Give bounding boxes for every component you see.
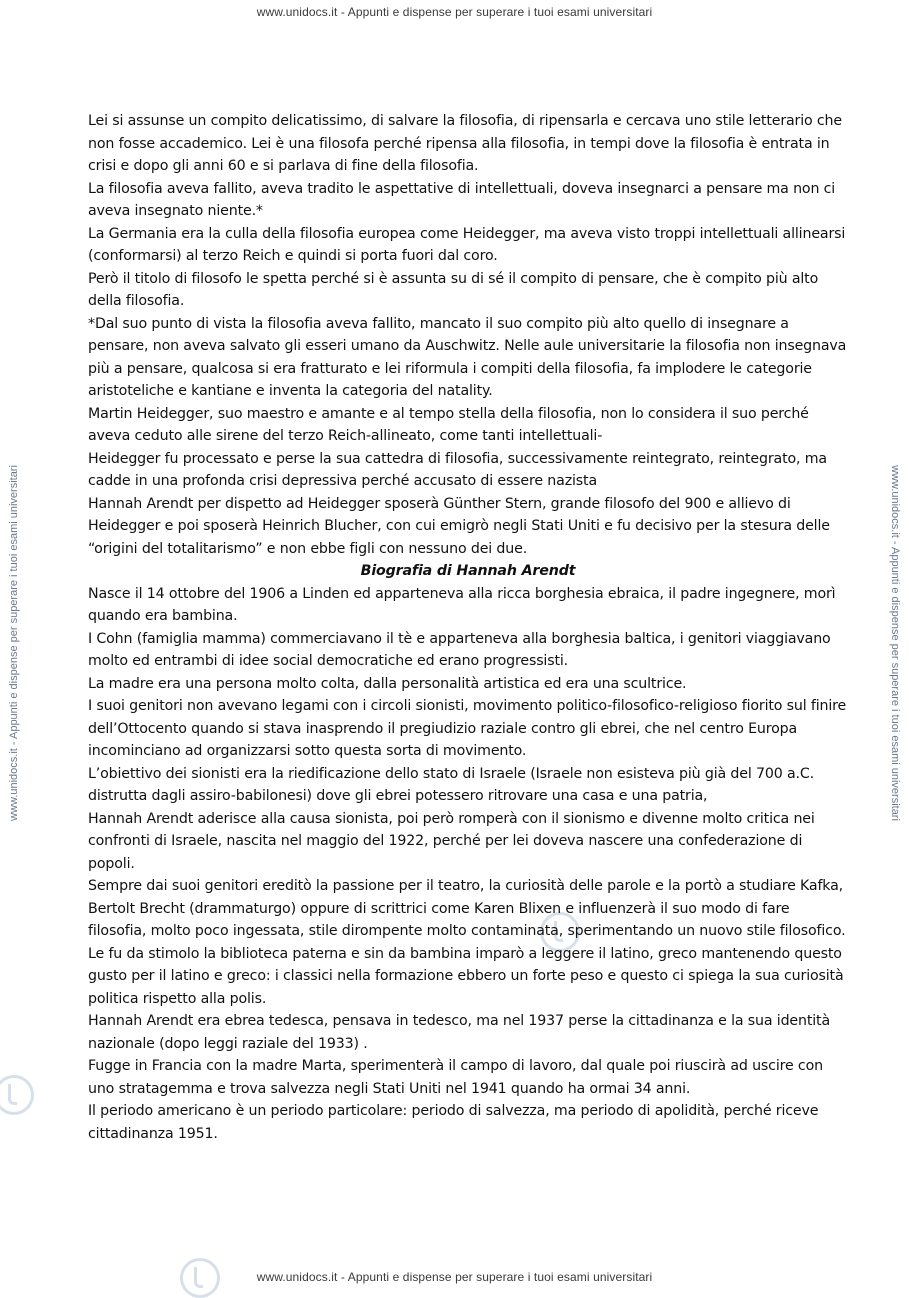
paragraph: Heidegger fu processato e perse la sua cattedra di filosofia, successivamente reintegrato, reintegrato, ma cadde in una profonda crisi depressiva perché accusato di essere nazista [88, 450, 827, 489]
document-body [88, 110, 848, 1145]
section-heading: Biografia di Hannah Arendt [360, 563, 576, 579]
paragraph: Martin Heidegger, suo maestro e amante e al tempo stella della filosofia, non lo considera il suo perché aveva ceduto alle sirene del terzo Reich-allineato, come tanti intellettuali- [88, 405, 809, 444]
footer-banner: www.unidocs.it - Appunti e dispense per superare i tuoi esami universitari [256, 1270, 653, 1284]
paragraph: L’obiettivo dei sionisti era la riedificazione dello stato di Israele (Israele non esisteva più già del 700 a.C. distrutta dagli assiro-babilonesi) dove gli ebrei potessero ritrovare una casa e una patria, [88, 765, 814, 804]
paragraph: I Cohn (famiglia mamma) commerciavano il tè e apparteneva alla borghesia baltica, i genitori viaggiavano molto ed entrambi di idee social democratiche ed erano progressisti. [88, 630, 831, 669]
paragraph: Il periodo americano è un periodo particolare: periodo di salvezza, ma periodo di apolidità, perché riceve cittadinanza 1951. [88, 1103, 819, 1142]
biography-section [88, 583, 848, 1146]
paragraph: Nasce il 14 ottobre del 1906 a Linden ed apparteneva alla ricca borghesia ebraica, il padre ingegnere, morì quando era bambina. [88, 585, 836, 624]
paragraph: Fugge in Francia con la madre Marta, sperimenterà il campo di lavoro, dal quale poi riuscirà ad uscire con uno stratagemma e trova salvezza negli Stati Uniti nel 1941 quando ha ormai 34 anni. [88, 1058, 823, 1097]
paragraph: Hannah Arendt era ebrea tedesca, pensava in tedesco, ma nel 1937 perse la cittadinanza e la sua identità nazionale (dopo leggi raziale del 1933) . [88, 1013, 831, 1052]
watermark-logo-icon [0, 1075, 34, 1115]
intro-section [88, 110, 848, 560]
paragraph: La filosofia aveva fallito, aveva tradito le aspettative di intellettuali, doveva insegnarci a pensare ma non ci aveva insegnato niente.* [88, 180, 836, 219]
paragraph: La madre era una persona molto colta, dalla personalità artistica ed era una scultrice. [88, 675, 687, 692]
paragraph: *Dal suo punto di vista la filosofia aveva fallito, mancato il suo compito più alto quello di insegnare a pensare, non aveva salvato gli esseri umano da Auschwitz. Nelle aule universitarie la filosofia non insegnava più a pensare, qualcosa si era fratturato e lei riformula i compiti della filosofia, fa implodere le categorie aristoteliche e kantiane e inventa la categoria del natality. [88, 315, 847, 399]
paragraph: Sempre dai suoi genitori ereditò la passione per il teatro, la curiosità delle parole e la portò a studiare Kafka, Bertolt Brecht (drammaturgo) oppure di scrittrici come Karen Blixen e influenzerà il suo modo di fare filosofia, molto poco ingessata, stile dirompente molto contaminata, sperimentando un nuovo stile filosofico. [88, 878, 846, 939]
paragraph: Le fu da stimolo la biblioteca paterna e sin da bambina imparò a leggere il latino, greco mantenendo questo gusto per il latino e greco: i classici nella formazione ebbero un forte peso e questo ci spiega la sua curiosità politica rispetto alla polis. [88, 945, 844, 1007]
paragraph: Però il titolo di filosofo le spetta perché si è assunta su di sé il compito di pensare, che è compito più alto della filosofia. [88, 270, 819, 309]
paragraph: Hannah Arendt aderisce alla causa sionista, poi però romperà con il sionismo e divenne molto critica nei confronti di Israele, nascita nel maggio del 1922, perché per lei doveva nascere una confederazione di popoli. [88, 810, 815, 872]
header-banner: www.unidocs.it - Appunti e dispense per superare i tuoi esami universitari [256, 5, 653, 19]
paragraph: La Germania era la culla della filosofia europea come Heidegger, ma aveva visto troppi intellettuali allinearsi (conformarsi) al terzo Reich e quindi si porta fuori dal coro. [88, 225, 846, 264]
right-side-watermark: www.unidocs.it - Appunti e dispense per superare i tuoi esami universitari [889, 465, 901, 821]
paragraph: Lei si assunse un compito delicatissimo, di salvare la filosofia, di ripensarla e cercava uno stile letterario che non fosse accademico. Lei è una filosofa perché ripensa alla filosofia, in tempi dove la filosofia è entrata in crisi e dopo gli anni 60 e si parlava di fine della filosofia. [88, 113, 842, 174]
paragraph: I suoi genitori non avevano legami con i circoli sionisti, movimento politico-filosofico-religioso fiorito sul finire dell’Ottocento quando si stava inasprendo il pregiudizio raziale contro gli ebrei, che nel centro Europa incominciano ad organizzarsi sotto questa sorta di movimento. [88, 698, 847, 759]
left-side-watermark: www.unidocs.it - Appunti e dispense per superare i tuoi esami universitari [8, 465, 20, 821]
paragraph: Hannah Arendt per dispetto ad Heidegger sposerà Günther Stern, grande filosofo del 900 e allievo di Heidegger e poi sposerà Heinrich Blucher, con cui emigrò negli Stati Uniti e fu decisivo per la stesura delle “origini del totalitarismo” e non ebbe figli con nessuno dei due. [88, 495, 830, 557]
